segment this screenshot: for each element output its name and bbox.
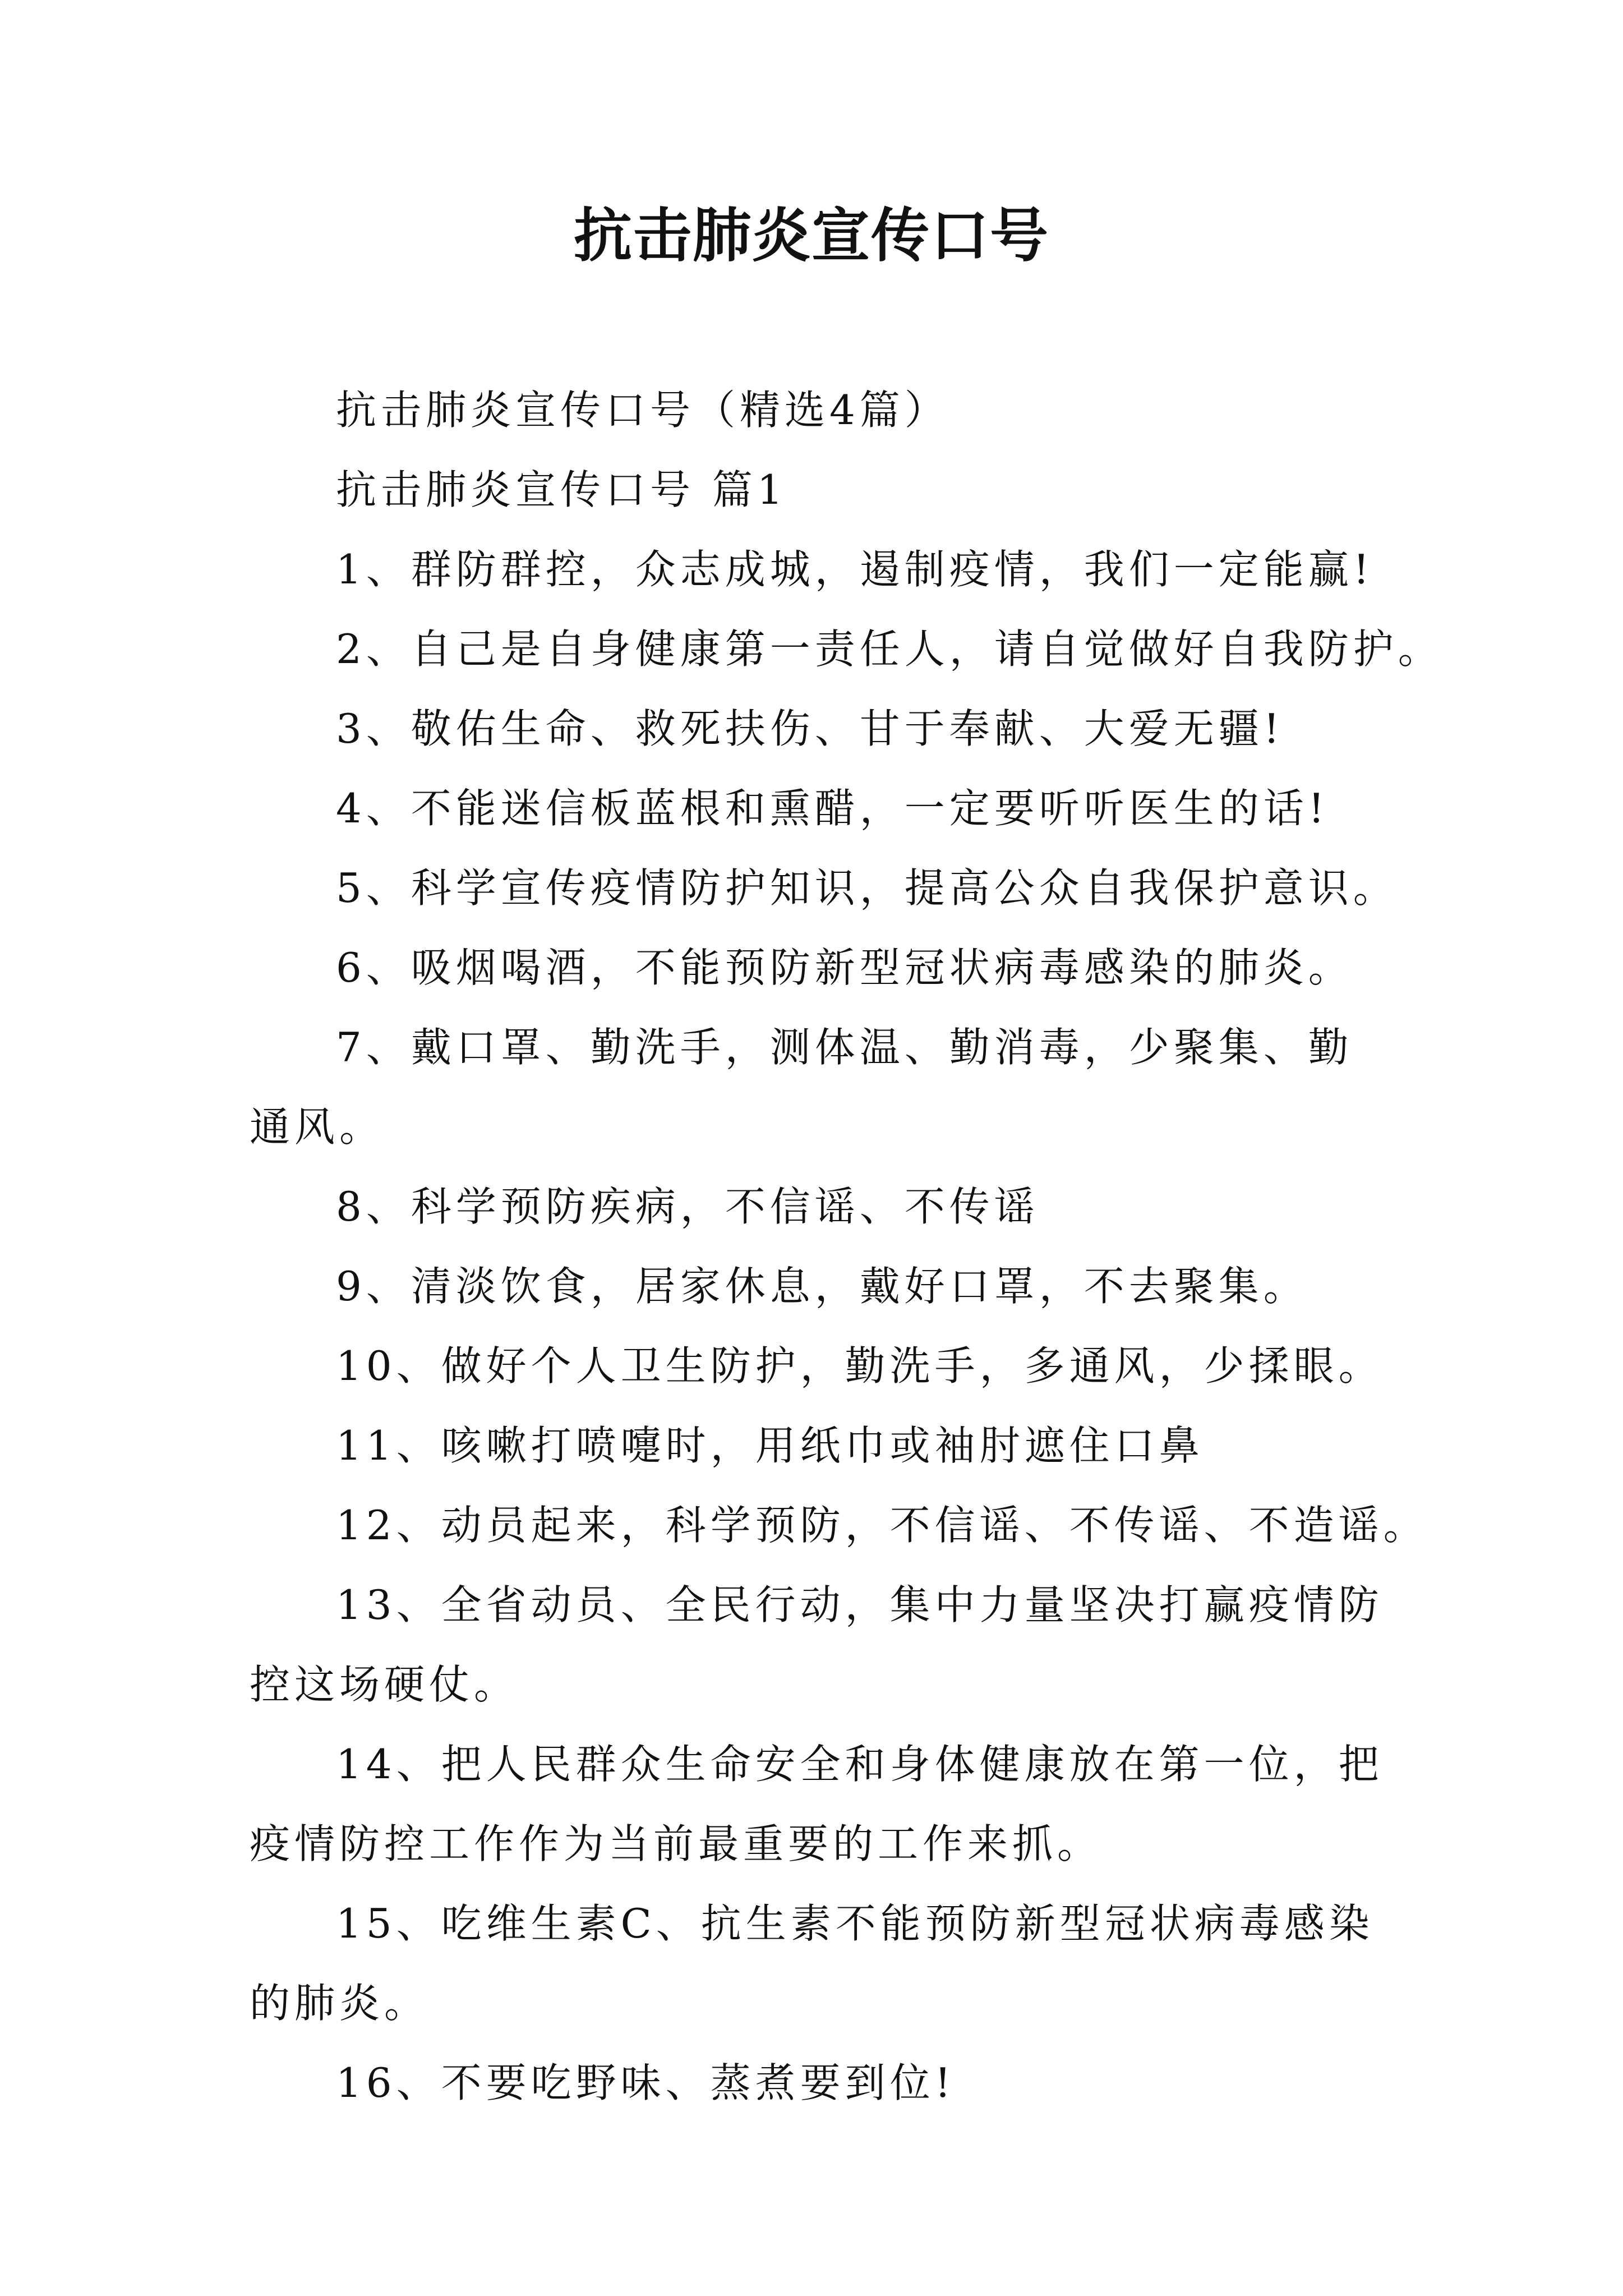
slogan-item: 15、吃维生素C、抗生素不能预防新型冠状病毒感染的肺炎。 <box>250 1900 1374 2027</box>
subtitle-paragraph: 抗击肺炎宣传口号（精选4篇） <box>336 386 949 434</box>
slogan-item: 9、清淡饮食，居家休息，戴好口罩，不去聚集。 <box>336 1263 1308 1310</box>
slogan-item: 5、科学宣传疫情防护知识，提高公众自我保护意识。 <box>336 864 1398 912</box>
slogan-item: 6、吸烟喝酒，不能预防新型冠状病毒感染的肺炎。 <box>336 944 1353 991</box>
slogan-item: 16、不要吃野味、蒸煮要到位! <box>336 2059 956 2106</box>
slogan-item: 14、把人民群众生命安全和身体健康放在第一位，把疫情防控工作作为当前最重要的工作来抓。 <box>250 1741 1384 1867</box>
slogan-item: 3、敬佑生命、救死扶伤、甘于奉献、大爱无疆! <box>336 705 1284 752</box>
slogan-item: 4、不能迷信板蓝根和熏醋，一定要听听医生的话! <box>336 785 1329 832</box>
slogan-item: 12、动员起来，科学预防，不信谣、不传谣、不造谣。 <box>336 1502 1428 1549</box>
document-body <box>250 370 1443 2123</box>
slogan-item: 10、做好个人卫生防护，勤洗手，多通风，少揉眼。 <box>336 1342 1384 1389</box>
slogan-item: 8、科学预防疾病，不信谣、不传谣 <box>336 1183 1039 1230</box>
slogan-item: 7、戴口罩、勤洗手，测体温、勤消毒，少聚集、勤通风。 <box>250 1024 1353 1151</box>
document-title: 抗击肺炎宣传口号 <box>573 201 1049 270</box>
slogan-item: 2、自己是自身健康第一责任人，请自觉做好自我防护。 <box>336 625 1443 673</box>
slogan-item: 1、群防群控，众志成城，遏制疫情，我们一定能赢! <box>336 546 1374 593</box>
section-heading: 抗击肺炎宣传口号 篇1 <box>336 466 787 513</box>
slogan-item: 11、咳嗽打喷嚏时，用纸巾或袖肘遮住口鼻 <box>336 1422 1204 1469</box>
slogan-item: 13、全省动员、全民行动，集中力量坚决打赢疫情防控这场硬仗。 <box>250 1581 1384 1708</box>
